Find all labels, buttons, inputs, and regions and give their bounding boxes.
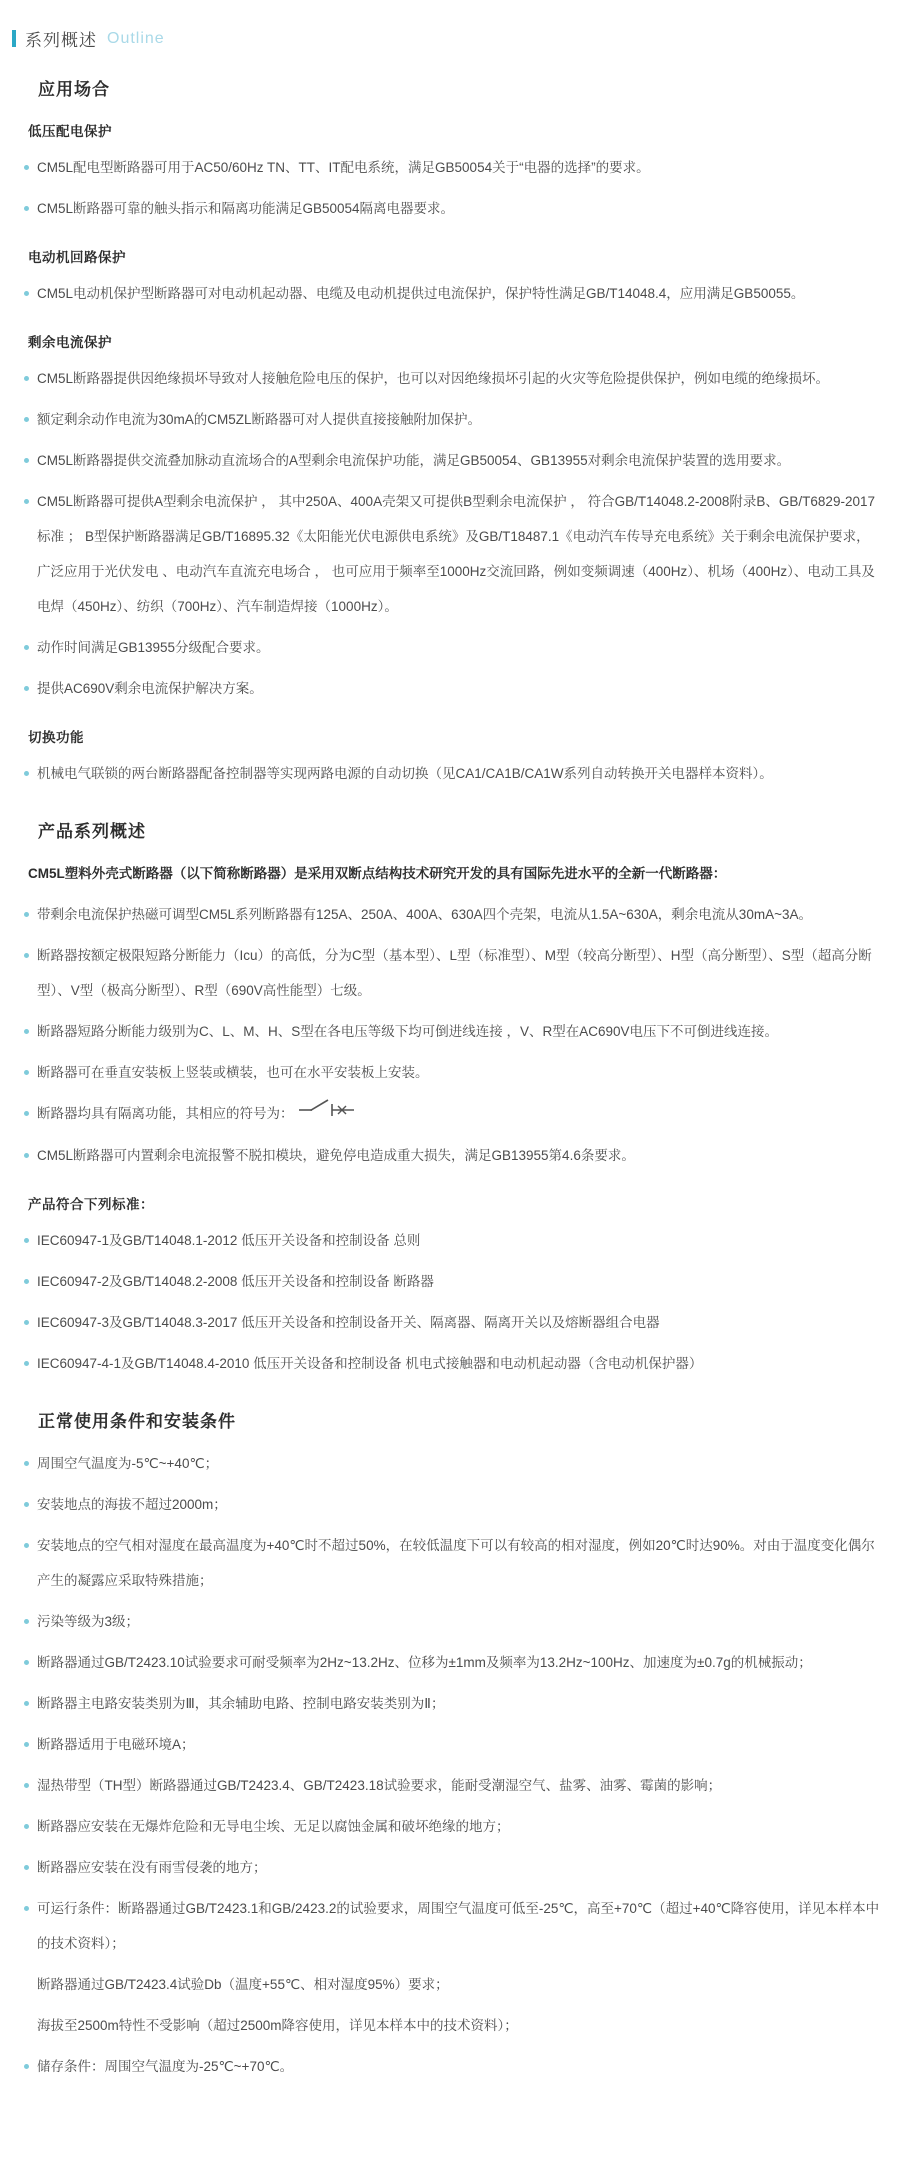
- bullet-dot-icon: [24, 165, 29, 170]
- bullet-text: 断路器通过GB/T2423.10试验要求可耐受频率为2Hz~13.2Hz、位移为±1mm及频率为13.2Hz~100Hz、加速度为±0.7g的机械振动；: [37, 1654, 812, 1670]
- bullet-item: [24, 630, 880, 665]
- isolator-symbol: [298, 1095, 356, 1130]
- bullet-dot-icon: [24, 2064, 29, 2069]
- bullet-item: [24, 1768, 880, 1803]
- bullet-dot-icon: [24, 1461, 29, 1466]
- bullet-item: [24, 1645, 880, 1680]
- bullet-text: CM5L断路器可内置剩余电流报警不脱扣模块，避免停电造成重大损失，满足GB13955第4.6条要求。: [37, 1147, 635, 1163]
- bullet-dot-icon: [24, 1742, 29, 1747]
- bullet-item: [24, 402, 880, 437]
- bullet-item: [24, 1346, 880, 1381]
- bullet-dot-icon: [24, 686, 29, 691]
- bullet-item: [24, 756, 880, 791]
- bullet-text: 断路器应安装在无爆炸危险和无导电尘埃、无足以腐蚀金属和破坏绝缘的地方；: [37, 1818, 510, 1834]
- bullet-text: 安装地点的海拔不超过2000m；: [37, 1496, 227, 1512]
- bullet-item: [24, 1138, 880, 1173]
- bullet-dot-icon: [24, 771, 29, 776]
- bullet-text: CM5L断路器可靠的触头指示和隔离功能满足GB50054隔离电器要求。: [37, 201, 455, 216]
- document-content: [12, 75, 884, 2084]
- bullet-text: 断路器应安装在没有雨雪侵袭的地方；: [37, 1859, 267, 1875]
- bullet-text: CM5L电动机保护型断路器可对电动机起动器、电缆及电动机提供过电流保护，保护特性满足GB/T14048.4，应用满足GB50055。: [37, 286, 805, 301]
- section: [12, 75, 884, 791]
- bullet-item: [24, 1096, 880, 1132]
- bullet-text: CM5L断路器可提供A型剩余电流保护 ， 其中250A、400A壳架又可提供B型剩余电流保护 ， 符合GB/T14048.2-2008附录B、GB/T6829-2017标准 ； B型保护断路器满足GB/T16895.32《太阳能光伏电源供电系统》及GB/T18487.1《电动汽车传导充电系统》关于剩余电流保护要求，广泛应用于光伏发电 、电动汽车直流充电场合 ， 也可应用于频率至1000Hz交流回路，例如变频调速（400Hz）、机场（400Hz）、电动工具及电焊（450Hz）、纺织（700Hz）、汽车制造焊接（1000Hz）。: [37, 494, 875, 614]
- accent-bar-icon: [12, 30, 16, 47]
- bullet-item: [24, 1487, 880, 1522]
- isolator-symbol-icon: [298, 1095, 356, 1117]
- bullet-dot-icon: [24, 1320, 29, 1325]
- bullet-item: [24, 443, 880, 478]
- bullet-item: [24, 1055, 880, 1090]
- bullet-item: [24, 361, 880, 396]
- subsection-heading: 产品符合下列标准：: [28, 1196, 154, 1212]
- bullet-text: 带剩余电流保护热磁可调型CM5L系列断路器有125A、250A、400A、630A四个壳架，电流从1.5A~630A，剩余电流从30mA~3A。: [37, 907, 812, 922]
- bullet-text: 安装地点的空气相对湿度在最高温度为+40℃时不超过50%，在较低温度下可以有较高的相对湿度，例如20℃时达90%。对由于温度变化偶尔产生的凝露应采取特殊措施；: [37, 1537, 875, 1588]
- bullet-dot-icon: [24, 1865, 29, 1870]
- bullet-dot-icon: [24, 206, 29, 211]
- bullet-dot-icon: [24, 1906, 29, 1911]
- bullet-dot-icon: [24, 458, 29, 463]
- bullet-dot-icon: [24, 499, 29, 504]
- bullet-item: [24, 191, 880, 226]
- bullet-dot-icon: [24, 1824, 29, 1829]
- bullet-dot-icon: [24, 1029, 29, 1034]
- bullet-item: [24, 1305, 880, 1340]
- bullet-item: [24, 1727, 880, 1762]
- bullet-text-label: 断路器均具有隔离功能，其相应的符号为：: [37, 1106, 294, 1121]
- bullet-item: [24, 484, 880, 624]
- bullet-dot-icon: [24, 1111, 29, 1116]
- bullet-item: [24, 1891, 880, 1961]
- bullet-text: CM5L配电型断路器可用于AC50/60Hz TN、TT、IT配电系统，满足GB50054关于“电器的选择”的要求。: [37, 160, 650, 175]
- bullet-dot-icon: [24, 1279, 29, 1284]
- bullet-dot-icon: [24, 1153, 29, 1158]
- page-title: 系列概述: [25, 31, 97, 50]
- section-heading: 正常使用条件和安装条件: [38, 1411, 236, 1431]
- bullet-text: IEC60947-4-1及GB/T14048.4-2010 低压开关设备和控制设备 机电式接触器和电动机起动器（含电动机保护器）: [37, 1355, 703, 1371]
- bullet-item: [24, 2049, 880, 2084]
- bullet-text: [37, 1096, 880, 1132]
- bullet-text: 断路器适用于电磁环境A；: [37, 1736, 195, 1752]
- intro-paragraph: CM5L塑料外壳式断路器（以下简称断路器）是采用双断点结构技术研究开发的具有国际先进水平的全新一代断路器：: [28, 866, 727, 881]
- bullet-item: [24, 150, 880, 185]
- bullet-dot-icon: [24, 1070, 29, 1075]
- bullet-text: IEC60947-1及GB/T14048.1-2012 低压开关设备和控制设备 总则: [37, 1232, 421, 1248]
- bullet-dot-icon: [24, 645, 29, 650]
- subsection-heading: 电动机回路保护: [28, 250, 126, 265]
- section-heading: 产品系列概述: [38, 822, 146, 841]
- bullet-text: 断路器短路分断能力级别为C、L、M、H、S型在各电压等级下均可倒进线连接 ，V、R型在AC690V电压下不可倒进线连接。: [37, 1024, 779, 1039]
- bullet-text: 断路器按额定极限短路分断能力（Icu）的高低，分为C型（基本型）、L型（标准型）、M型（较高分断型）、H型（高分断型）、S型（超高分断型）、V型（极高分断型）、R型（690V高性能型）七级。: [37, 948, 872, 998]
- bullet-item: [24, 671, 880, 706]
- section: [12, 1407, 884, 2084]
- subsection-heading: 低压配电保护: [28, 124, 112, 139]
- bullet-dot-icon: [24, 1502, 29, 1507]
- bullet-dot-icon: [24, 291, 29, 296]
- bullet-text: 机械电气联锁的两台断路器配备控制器等实现两路电源的自动切换（见CA1/CA1B/CA1W系列自动转换开关电器样本资料）。: [37, 766, 773, 781]
- bullet-item: [24, 1528, 880, 1598]
- continuation-line: 海拔至2500m特性不受影响（超过2500m降容使用，详见本样本中的技术资料）；: [37, 2017, 518, 2033]
- subsection-heading: 切换功能: [28, 730, 84, 745]
- bullet-text: 断路器主电路安装类别为Ⅲ，其余辅助电路、控制电路安装类别为Ⅱ；: [37, 1695, 445, 1711]
- bullet-dot-icon: [24, 912, 29, 917]
- bullet-dot-icon: [24, 1701, 29, 1706]
- bullet-dot-icon: [24, 1361, 29, 1366]
- bullet-item: [24, 1686, 880, 1721]
- bullet-text: 动作时间满足GB13955分级配合要求。: [37, 640, 270, 655]
- bullet-dot-icon: [24, 376, 29, 381]
- page-header: [12, 26, 884, 51]
- bullet-item: [24, 1223, 880, 1258]
- bullet-text: 污染等级为3级；: [37, 1613, 140, 1629]
- bullet-item: [24, 1809, 880, 1844]
- bullet-dot-icon: [24, 1660, 29, 1665]
- bullet-text: CM5L断路器提供交流叠加脉动直流场合的A型剩余电流保护功能，满足GB50054、GB13955对剩余电流保护装置的选用要求。: [37, 453, 791, 468]
- bullet-text: 提供AC690V剩余电流保护解决方案。: [37, 681, 263, 696]
- bullet-text: IEC60947-2及GB/T14048.2-2008 低压开关设备和控制设备 断路器: [37, 1273, 434, 1289]
- bullet-item: [24, 1604, 880, 1639]
- bullet-dot-icon: [24, 1543, 29, 1548]
- bullet-text: CM5L断路器提供因绝缘损坏导致对人接触危险电压的保护，也可以对因绝缘损坏引起的火灾等危险提供保护，例如电缆的绝缘损坏。: [37, 371, 830, 386]
- bullet-item: [24, 1850, 880, 1885]
- bullet-text: 可运行条件：断路器通过GB/T2423.1和GB/2423.2的试验要求，周围空气温度可低至-25℃，高至+70℃（超过+40℃降容使用，详见本样本中的技术资料）；: [37, 1900, 880, 1951]
- bullet-item: [24, 1014, 880, 1049]
- page-subtitle: Outline: [107, 29, 165, 47]
- continuation-line: 断路器通过GB/T2423.4试验Db（温度+55℃、相对湿度95%）要求；: [37, 1976, 449, 1992]
- section-heading: 应用场合: [38, 80, 110, 99]
- section: [12, 817, 884, 1381]
- bullet-dot-icon: [24, 953, 29, 958]
- bullet-text: IEC60947-3及GB/T14048.3-2017 低压开关设备和控制设备开关、隔离器、隔离开关以及熔断器组合电器: [37, 1314, 660, 1330]
- bullet-item: [24, 897, 880, 932]
- bullet-text: 周围空气温度为-5℃~+40℃；: [37, 1455, 219, 1471]
- bullet-dot-icon: [24, 1783, 29, 1788]
- bullet-dot-icon: [24, 1238, 29, 1243]
- bullet-dot-icon: [24, 417, 29, 422]
- bullet-item: [24, 938, 880, 1008]
- bullet-item: [24, 1264, 880, 1299]
- bullet-text: 储存条件：周围空气温度为-25℃~+70℃。: [37, 2058, 294, 2074]
- bullet-text: 断路器可在垂直安装板上竖装或横装，也可在水平安装板上安装。: [37, 1065, 429, 1080]
- subsection-heading: 剩余电流保护: [28, 335, 112, 350]
- bullet-dot-icon: [24, 1619, 29, 1624]
- bullet-text: 湿热带型（TH型）断路器通过GB/T2423.4、GB/T2423.18试验要求，能耐受潮湿空气、盐雾、油雾、霉菌的影响；: [37, 1777, 722, 1793]
- bullet-item: [24, 276, 880, 311]
- bullet-text: 额定剩余动作电流为30mA的CM5ZL断路器可对人提供直接接触附加保护。: [37, 412, 482, 427]
- bullet-item: [24, 1446, 880, 1481]
